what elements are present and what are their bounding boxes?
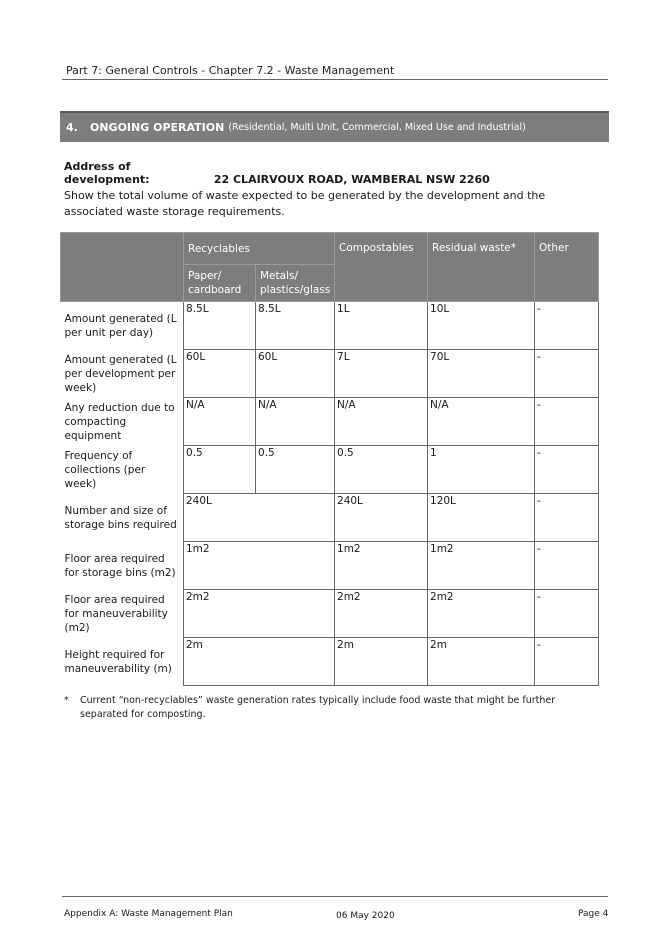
row-label: Any reduction due to compacting equipment bbox=[61, 398, 184, 446]
row-label: Amount generated (L per unit per day) bbox=[61, 302, 184, 350]
section-heading bbox=[60, 111, 609, 142]
cell-other: - bbox=[535, 398, 599, 446]
cell-compost: 2m bbox=[335, 638, 428, 686]
footnote-text: Current “non-recyclables” waste generation rates typically include food waste that might be further separated for composting. bbox=[80, 695, 556, 720]
cell-other: - bbox=[535, 446, 599, 494]
cell-residual: 120L bbox=[428, 494, 535, 542]
cell-metals: 0.5 bbox=[256, 446, 335, 494]
cell-paper: N/A bbox=[184, 398, 256, 446]
cell-other: - bbox=[535, 638, 599, 686]
cell-residual: 2m2 bbox=[428, 590, 535, 638]
address-line bbox=[64, 160, 490, 186]
cell-compost: 7L bbox=[335, 350, 428, 398]
table-row bbox=[61, 302, 599, 350]
header-residual: Residual waste* bbox=[428, 233, 535, 302]
cell-other: - bbox=[535, 494, 599, 542]
waste-table bbox=[60, 232, 599, 686]
cell-paper: 8.5L bbox=[184, 302, 256, 350]
cell-metals: N/A bbox=[256, 398, 335, 446]
section-subtitle: (Residential, Multi Unit, Commercial, Mixed Use and Industrial) bbox=[228, 122, 526, 133]
address-value: 22 CLAIRVOUX ROAD, WAMBERAL NSW 2260 bbox=[213, 173, 490, 186]
cell-recyclables: 240L bbox=[184, 494, 335, 542]
row-label: Height required for maneuverability (m) bbox=[61, 638, 184, 686]
cell-residual: 2m bbox=[428, 638, 535, 686]
header-other: Other bbox=[535, 233, 599, 302]
address-label: Address of development: bbox=[64, 160, 150, 186]
cell-compost: 1L bbox=[335, 302, 428, 350]
row-label: Frequency of collections (per week) bbox=[61, 446, 184, 494]
cell-compost: N/A bbox=[335, 398, 428, 446]
cell-metals: 60L bbox=[256, 350, 335, 398]
cell-residual: 10L bbox=[428, 302, 535, 350]
row-label: Number and size of storage bins required bbox=[61, 494, 184, 542]
section-number: 4. bbox=[66, 121, 78, 134]
footer-date: 06 May 2020 bbox=[336, 911, 395, 921]
header-divider bbox=[62, 79, 608, 80]
header-compostables: Compostables bbox=[335, 233, 428, 302]
footer-document-title: Appendix A: Waste Management Plan bbox=[64, 909, 233, 919]
header-recyclables: Recyclables bbox=[184, 233, 335, 265]
cell-other: - bbox=[535, 542, 599, 590]
header-metals: Metals/ plastics/glass bbox=[256, 265, 335, 302]
table-row bbox=[61, 350, 599, 398]
row-label: Floor area required for storage bins (m2) bbox=[61, 542, 184, 590]
cell-other: - bbox=[535, 350, 599, 398]
page-header-title: Part 7: General Controls - Chapter 7.2 - Waste Management bbox=[66, 64, 395, 77]
intro-paragraph: Show the total volume of waste expected to be generated by the development and the associated waste storage requirements. bbox=[64, 189, 546, 218]
cell-residual: 1m2 bbox=[428, 542, 535, 590]
cell-residual: 70L bbox=[428, 350, 535, 398]
cell-compost: 2m2 bbox=[335, 590, 428, 638]
row-label: Amount generated (L per development per week) bbox=[61, 350, 184, 398]
cell-compost: 0.5 bbox=[335, 446, 428, 494]
table-row bbox=[61, 446, 599, 494]
section-title: ONGOING OPERATION bbox=[90, 121, 225, 134]
table-row bbox=[61, 590, 599, 638]
cell-compost: 1m2 bbox=[335, 542, 428, 590]
footer-divider bbox=[62, 896, 608, 897]
table-row bbox=[61, 398, 599, 446]
footnote bbox=[64, 694, 604, 722]
footnote-marker: * bbox=[64, 695, 69, 706]
cell-recyclables: 1m2 bbox=[184, 542, 335, 590]
cell-paper: 60L bbox=[184, 350, 256, 398]
table-row bbox=[61, 542, 599, 590]
cell-metals: 8.5L bbox=[256, 302, 335, 350]
cell-compost: 240L bbox=[335, 494, 428, 542]
cell-residual: N/A bbox=[428, 398, 535, 446]
cell-other: - bbox=[535, 302, 599, 350]
header-paper: Paper/ cardboard bbox=[184, 265, 256, 302]
cell-residual: 1 bbox=[428, 446, 535, 494]
cell-other: - bbox=[535, 590, 599, 638]
table-row bbox=[61, 638, 599, 686]
header-corner bbox=[61, 233, 184, 302]
cell-recyclables: 2m2 bbox=[184, 590, 335, 638]
row-label: Floor area required for maneuverability (m2) bbox=[61, 590, 184, 638]
cell-recyclables: 2m bbox=[184, 638, 335, 686]
table-row bbox=[61, 494, 599, 542]
cell-paper: 0.5 bbox=[184, 446, 256, 494]
footer-page-number: Page 4 bbox=[578, 909, 609, 919]
